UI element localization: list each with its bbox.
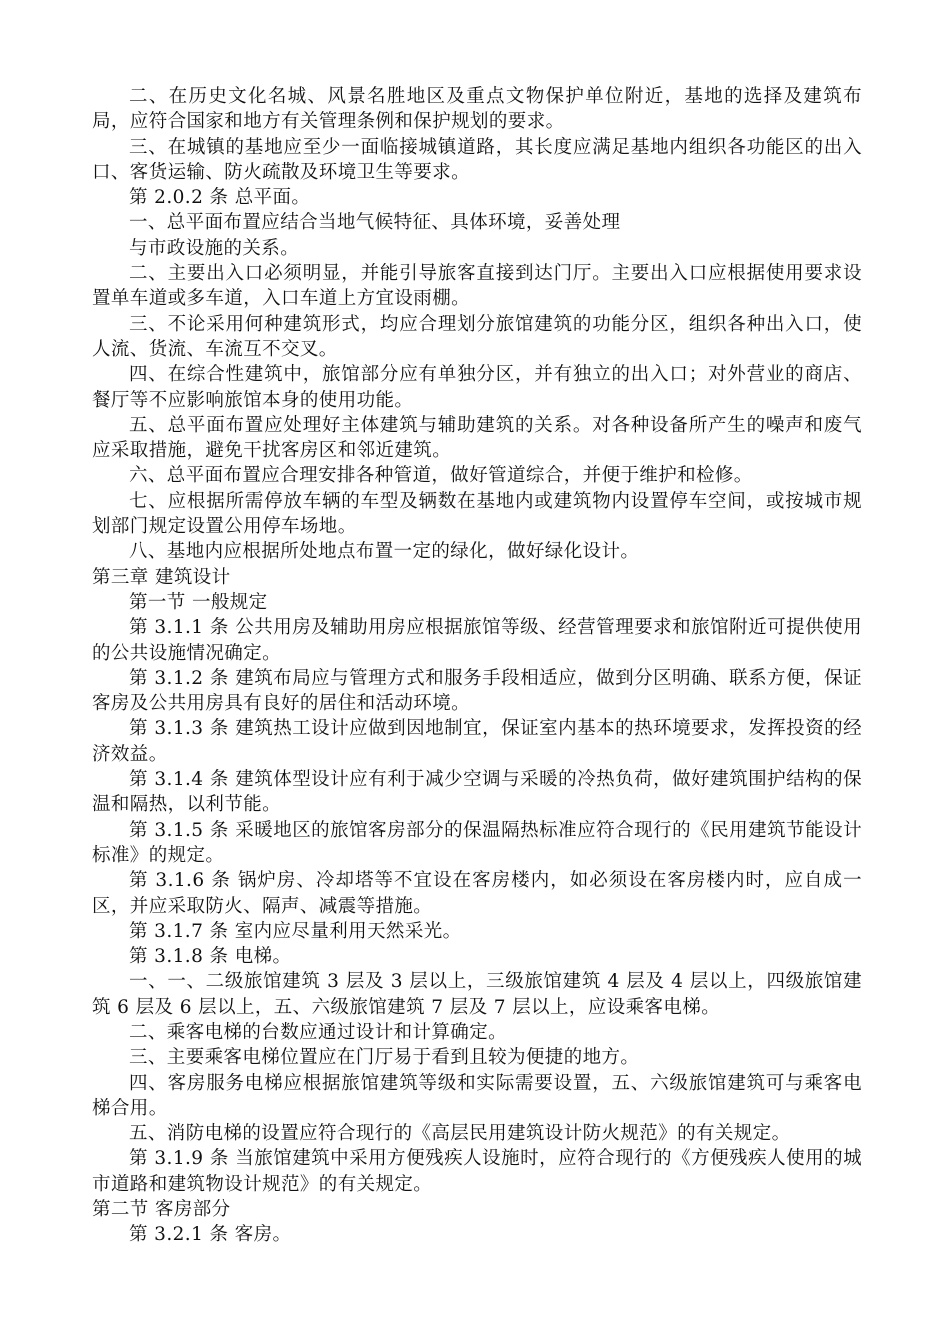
clause: 第 3.1.4 条 建筑体型设计应有利于减少空调与采暖的冷热负荷，做好建筑围护结构的保温和隔热，以利节能。	[92, 769, 862, 816]
paragraph: 四、在综合性建筑中，旅馆部分应有单独分区，并有独立的出入口；对外营业的商店、餐厅等不应影响旅馆本身的使用功能。	[92, 364, 862, 411]
paragraph: 二、乘客电梯的台数应通过设计和计算确定。	[129, 1021, 508, 1043]
paragraph: 二、在历史文化名城、风景名胜地区及重点文物保护单位附近，基地的选择及建筑布局，应符合国家和地方有关管理条例和保护规划的要求。	[92, 86, 862, 133]
paragraph: 三、在城镇的基地应至少一面临接城镇道路，其长度应满足基地内组织各功能区的出入口、客货运输、防火疏散及环境卫生等要求。	[92, 136, 862, 183]
paragraph: 三、主要乘客电梯位置应在门厅易于看到且较为便捷的地方。	[129, 1047, 640, 1069]
paragraph: 七、应根据所需停放车辆的车型及辆数在基地内或建筑物内设置停车空间，或按城市规划部门规定设置公用停车场地。	[92, 490, 862, 538]
paragraph: 二、主要出入口必须明显，并能引导旅客直接到达门厅。主要出入口应根据使用要求设置单车道或多车道，入口车道上方宜设雨棚。	[92, 263, 862, 310]
clause: 第 3.2.1 条 客房。	[129, 1224, 292, 1246]
paragraph: 与市政设施的关系。	[129, 237, 300, 259]
clause: 第 3.1.5 条 采暖地区的旅馆客房部分的保温隔热标准应符合现行的《民用建筑节能设计标准》的规定。	[92, 819, 862, 866]
paragraph: 三、不论采用何种建筑形式，均应合理划分旅馆建筑的功能分区，组织各种出入口，使人流、货流、车流互不交叉。	[92, 313, 862, 360]
chapter-heading: 第三章 建筑设计	[92, 566, 231, 588]
paragraph: 八、基地内应根据所处地点布置一定的绿化，做好绿化设计。	[129, 541, 640, 563]
paragraph: 一、一、二级旅馆建筑 3 层及 3 层以上，三级旅馆建筑 4 层及 4 层以上，四级旅馆建筑 6 层及 6 层以上，五、六级旅馆建筑 7 层及 7 层以上，应设乘客电梯。	[92, 971, 862, 1018]
clause-heading: 第 2.0.2 条 总平面。	[129, 187, 311, 209]
clause: 第 3.1.9 条 当旅馆建筑中采用方便残疾人设施时，应符合现行的《方便残疾人使用的城市道路和建筑物设计规范》的有关规定。	[92, 1148, 862, 1195]
clause: 第 3.1.1 条 公共用房及辅助用房应根据旅馆等级、经营管理要求和旅馆附近可提供使用的公共设施情况确定。	[92, 617, 862, 664]
section-heading: 第一节 一般规定	[129, 591, 268, 613]
clause: 第 3.1.2 条 建筑布局应与管理方式和服务手段相适应，做到分区明确、联系方便，保证客房及公共用房具有良好的居住和活动环境。	[92, 667, 862, 715]
clause: 第 3.1.7 条 室内应尽量利用天然采光。	[129, 920, 462, 942]
document-body	[92, 84, 862, 1248]
paragraph: 五、总平面布置应处理好主体建筑与辅助建筑的关系。对各种设备所产生的噪声和废气应采取措施，避免干扰客房区和邻近建筑。	[92, 414, 862, 462]
clause: 第 3.1.3 条 建筑热工设计应做到因地制宜，保证室内基本的热环境要求，发挥投资的经济效益。	[92, 718, 862, 765]
paragraph: 一、总平面布置应结合当地气候特征、具体环境，妥善处理	[129, 212, 621, 234]
paragraph: 四、客房服务电梯应根据旅馆建筑等级和实际需要设置，五、六级旅馆建筑可与乘客电梯合用。	[92, 1072, 862, 1119]
clause: 第 3.1.6 条 锅炉房、冷却塔等不宜设在客房楼内，如必须设在客房楼内时，应自成一区，并应采取防火、隔声、减震等措施。	[92, 870, 862, 917]
paragraph: 六、总平面布置应合理安排各种管道，做好管道综合，并便于维护和检修。	[129, 465, 753, 487]
clause: 第 3.1.8 条 电梯。	[129, 946, 292, 968]
section-heading: 第二节 客房部分	[92, 1199, 231, 1221]
paragraph: 五、消防电梯的设置应符合现行的《高层民用建筑设计防火规范》的有关规定。	[129, 1123, 791, 1145]
